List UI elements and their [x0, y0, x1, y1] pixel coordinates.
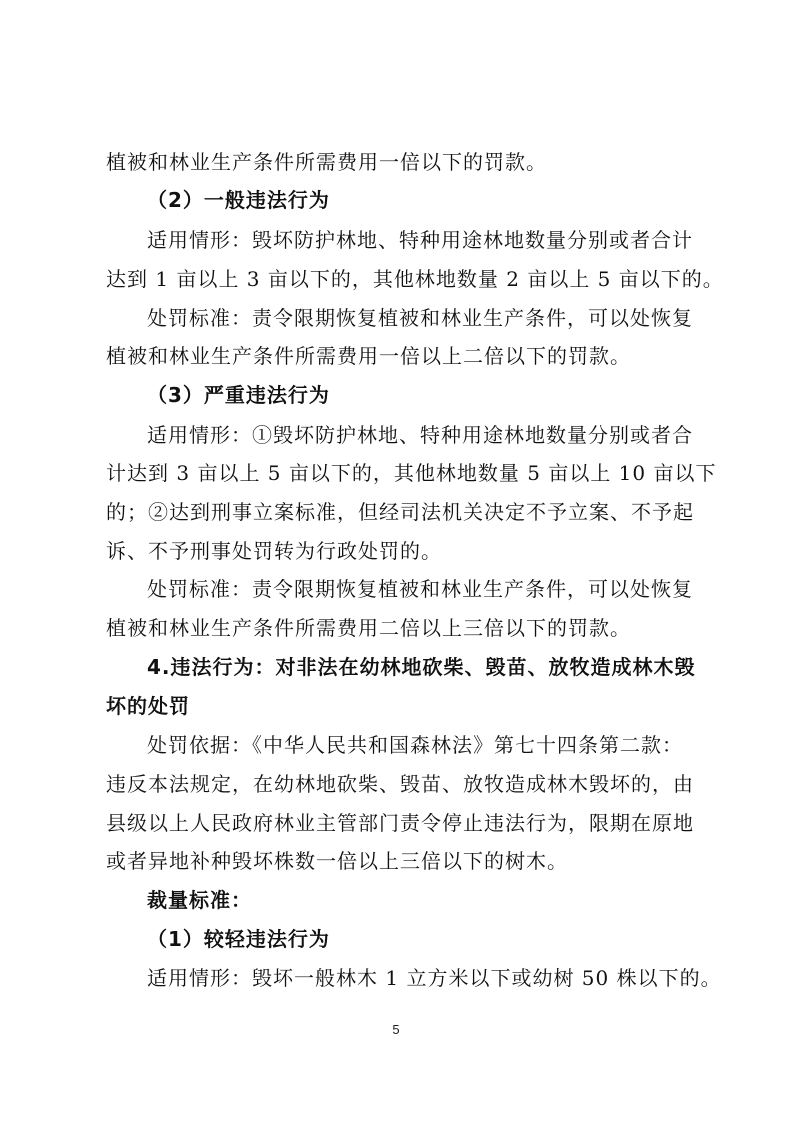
section-heading: （3）严重违法行为 — [147, 383, 330, 407]
paragraph-line: 适用情形：毁坏防护林地、特种用途林地数量分别或者合计 — [147, 228, 693, 252]
paragraph-line: 县级以上人民政府林业主管部门责令停止违法行为，限期在原地 — [106, 811, 694, 835]
paragraph-line: 或者异地补种毁坏株数一倍以上三倍以下的树木。 — [106, 849, 568, 873]
section-heading: 4.违法行为：对非法在幼林地砍柴、毁苗、放牧造成林木毁 — [147, 655, 696, 679]
section-heading: 裁量标准： — [147, 888, 252, 912]
paragraph-line: 植被和林业生产条件所需费用一倍以上二倍以下的罚款。 — [106, 344, 631, 368]
paragraph-line: 处罚标准：责令限期恢复植被和林业生产条件，可以处恢复 — [147, 577, 693, 601]
paragraph-line: 处罚依据：《中华人民共和国森林法》第七十四条第二款： — [147, 733, 683, 757]
paragraph-line: 植被和林业生产条件所需费用二倍以上三倍以下的罚款。 — [106, 616, 631, 640]
paragraph-line: 诉、不予刑事处罚转为行政处罚的。 — [106, 539, 442, 563]
paragraph-line: 适用情形：①毁坏防护林地、特种用途林地数量分别或者合 — [147, 423, 693, 447]
paragraph-line: 计达到 3 亩以上 5 亩以下的，其他林地数量 5 亩以上 10 亩以下 — [106, 461, 717, 485]
paragraph-line: 违反本法规定，在幼林地砍柴、毁苗、放牧造成林木毁坏的，由 — [106, 772, 694, 796]
section-heading: （2）一般违法行为 — [147, 188, 330, 212]
paragraph-line: 达到 1 亩以上 3 亩以下的，其他林地数量 2 亩以上 5 亩以下的。 — [106, 267, 724, 291]
page-number: 5 — [392, 1022, 400, 1037]
paragraph-line: 处罚标准：责令限期恢复植被和林业生产条件，可以处恢复 — [147, 306, 693, 330]
section-heading: （1）较轻违法行为 — [147, 927, 330, 951]
paragraph-line: 的；②达到刑事立案标准，但经司法机关决定不予立案、不予起 — [106, 500, 694, 524]
paragraph-line: 植被和林业生产条件所需费用一倍以下的罚款。 — [106, 150, 547, 174]
paragraph-line: 适用情形：毁坏一般林木 1 立方米以下或幼树 50 株以下的。 — [147, 966, 722, 990]
section-heading: 坏的处罚 — [106, 694, 190, 718]
